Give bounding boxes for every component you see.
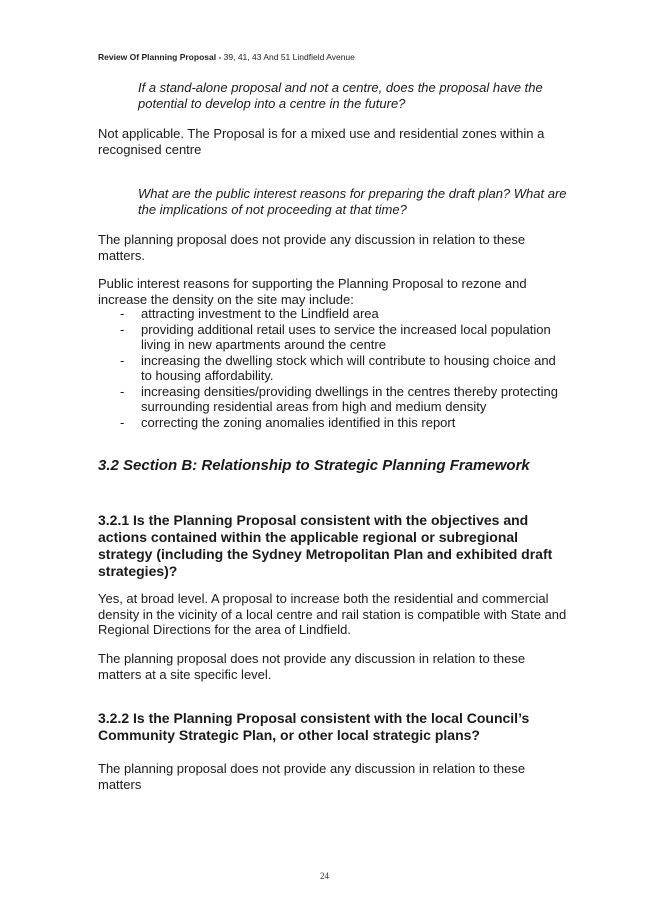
question-public-interest: What are the public interest reasons for preparing the draft plan? What are the implications of not proceeding at that time? [138,186,567,217]
heading-3-2-1: 3.2.1 Is the Planning Proposal consistent with the objectives and actions contained within the applicable regional or subregional strategy (including the Sydney Metropolitan Plan and exhibited draft strategies)? [98,512,553,579]
list-item [98,384,568,415]
list-item-text: increasing the dwelling stock which will contribute to housing choice and to housing affordability. [141,352,556,383]
list-item [98,353,568,384]
header-address: 39, 41, 43 And 51 Lindfield Avenue [221,52,355,62]
list-item [98,415,568,431]
bullet-dash: - [120,321,125,337]
paragraph-3-2-1-a: Yes, at broad level. A proposal to increase both the residential and commercial density in the vicinity of a local centre and rail station is compatible with State and Regional Directions for the area of Lindfield. [98,591,567,637]
heading-3-2-2: 3.2.2 Is the Planning Proposal consistent with the local Council’s Community Strategic Plan, or other local strategic plans? [98,710,530,743]
running-header [98,52,355,62]
answer-public-interest: The planning proposal does not provide any discussion in relation to these matters. [98,232,526,263]
list-item-text: providing additional retail uses to service the increased local population living in new apartments around the centre [141,321,551,352]
question-centre-potential: If a stand-alone proposal and not a centre, does the proposal have the potential to develop into a centre in the future? [138,80,543,111]
list-item-text: correcting the zoning anomalies identified in this report [141,414,456,430]
list-item-text: increasing densities/providing dwellings in the centres thereby protecting surrounding residential areas from high and medium density [141,383,558,414]
bullet-dash: - [120,383,125,399]
page-number: 24 [320,871,329,881]
paragraph-3-2-1-b: The planning proposal does not provide any discussion in relation to these matters at a site specific level. [98,651,526,682]
header-title: Review Of Planning Proposal - [98,52,222,62]
bullet-dash: - [120,352,125,368]
list-item [98,306,568,322]
bullet-dash: - [120,306,125,321]
public-interest-list [98,306,568,430]
section-b-heading: 3.2 Section B: Relationship to Strategic Planning Framework [98,457,530,474]
answer-centre-potential: Not applicable. The Proposal is for a mixed use and residential zones within a recognised centre [98,126,545,157]
list-item [98,322,568,353]
bullet-dash: - [120,414,125,430]
public-interest-intro: Public interest reasons for supporting the Planning Proposal to rezone and increase the density on the site may include: [98,276,527,307]
paragraph-3-2-2: The planning proposal does not provide any discussion in relation to these matters [98,761,526,792]
list-item-text: attracting investment to the Lindfield area [141,306,379,321]
